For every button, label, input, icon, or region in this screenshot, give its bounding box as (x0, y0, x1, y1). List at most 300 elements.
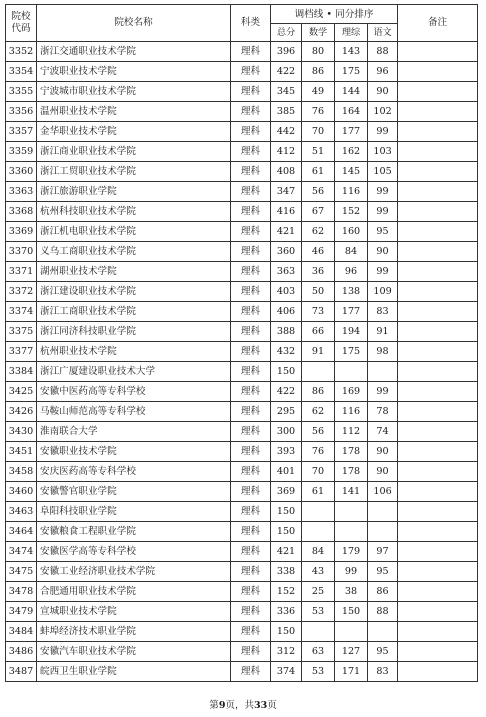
cell-subject: 理科 (231, 482, 271, 502)
cell-name: 浙江旅游职业学院 (37, 182, 231, 202)
cell-remark (398, 282, 478, 302)
cell-subject: 理科 (231, 302, 271, 322)
cell-code: 3372 (6, 282, 37, 302)
cell-total: 150 (271, 522, 302, 542)
cell-code: 3486 (6, 642, 37, 662)
cell-code: 3458 (6, 462, 37, 482)
cell-name: 马鞍山师范高等专科学校 (37, 402, 231, 422)
cell-remark (398, 162, 478, 182)
table-row (6, 522, 478, 542)
cell-math: 56 (302, 422, 335, 442)
cell-total: 422 (271, 382, 302, 402)
cell-code: 3487 (6, 662, 37, 682)
cell-total: 432 (271, 342, 302, 362)
cell-science: 138 (335, 282, 368, 302)
cell-total: 295 (271, 402, 302, 422)
cell-math: 50 (302, 282, 335, 302)
cell-subject: 理科 (231, 162, 271, 182)
cell-total: 336 (271, 602, 302, 622)
cell-code: 3354 (6, 62, 37, 82)
cell-name: 阜阳科技职业学院 (37, 502, 231, 522)
cell-chinese: 91 (368, 322, 398, 342)
table-row (6, 302, 478, 322)
cell-code: 3359 (6, 142, 37, 162)
cell-subject: 理科 (231, 322, 271, 342)
cell-total: 388 (271, 322, 302, 342)
cell-code: 3430 (6, 422, 37, 442)
cell-name: 浙江同济科技职业学院 (37, 322, 231, 342)
cell-remark (398, 242, 478, 262)
cell-chinese (368, 622, 398, 642)
cell-name: 宁波职业技术学院 (37, 62, 231, 82)
header-name: 院校名称 (37, 5, 231, 42)
admission-score-table (5, 4, 478, 682)
cell-science: 194 (335, 322, 368, 342)
cell-remark (398, 222, 478, 242)
table-row (6, 162, 478, 182)
cell-science: 127 (335, 642, 368, 662)
cell-math: 56 (302, 182, 335, 202)
cell-name: 金华职业技术学院 (37, 122, 231, 142)
cell-science: 179 (335, 542, 368, 562)
table-row (6, 422, 478, 442)
cell-name: 合肥通用职业技术学院 (37, 582, 231, 602)
cell-remark (398, 642, 478, 662)
cell-math: 76 (302, 442, 335, 462)
cell-code: 3479 (6, 602, 37, 622)
cell-science: 175 (335, 342, 368, 362)
cell-remark (398, 342, 478, 362)
cell-remark (398, 462, 478, 482)
footer-total-pages: 33 (253, 700, 268, 711)
cell-chinese: 88 (368, 42, 398, 62)
cell-chinese: 99 (368, 202, 398, 222)
cell-science: 84 (335, 242, 368, 262)
footer-prefix: 第 (209, 700, 219, 711)
cell-chinese: 88 (368, 602, 398, 622)
cell-math: 63 (302, 642, 335, 662)
cell-subject: 理科 (231, 102, 271, 122)
cell-chinese: 83 (368, 302, 398, 322)
cell-remark (398, 322, 478, 342)
cell-name: 宣城职业技术学院 (37, 602, 231, 622)
cell-subject: 理科 (231, 582, 271, 602)
table-row (6, 482, 478, 502)
cell-subject: 理科 (231, 522, 271, 542)
cell-chinese: 99 (368, 182, 398, 202)
cell-code: 3384 (6, 362, 37, 382)
cell-code: 3369 (6, 222, 37, 242)
cell-name: 安徽医学高等专科学校 (37, 542, 231, 562)
cell-total: 152 (271, 582, 302, 602)
table-body (6, 42, 478, 682)
cell-math: 51 (302, 142, 335, 162)
cell-science: 177 (335, 302, 368, 322)
cell-name: 浙江建设职业技术学院 (37, 282, 231, 302)
cell-remark (398, 422, 478, 442)
cell-math: 70 (302, 462, 335, 482)
table-row (6, 202, 478, 222)
table-row (6, 182, 478, 202)
cell-chinese: 95 (368, 562, 398, 582)
cell-total: 369 (271, 482, 302, 502)
cell-code: 3475 (6, 562, 37, 582)
cell-total: 396 (271, 42, 302, 62)
cell-name: 宁波城市职业技术学院 (37, 82, 231, 102)
cell-name: 浙江工商职业技术学院 (37, 302, 231, 322)
cell-subject: 理科 (231, 642, 271, 662)
page-footer (0, 697, 486, 711)
footer-middle: 页，共 (225, 700, 254, 711)
cell-subject: 理科 (231, 462, 271, 482)
header-remark: 备注 (398, 5, 478, 42)
cell-remark (398, 362, 478, 382)
cell-code: 3377 (6, 342, 37, 362)
cell-science (335, 522, 368, 542)
cell-chinese (368, 362, 398, 382)
cell-remark (398, 402, 478, 422)
cell-name: 安徽中医药高等专科学校 (37, 382, 231, 402)
cell-code: 3460 (6, 482, 37, 502)
cell-science (335, 502, 368, 522)
cell-name: 浙江工贸职业技术学院 (37, 162, 231, 182)
cell-total: 403 (271, 282, 302, 302)
table-row (6, 642, 478, 662)
cell-remark (398, 562, 478, 582)
cell-science: 145 (335, 162, 368, 182)
cell-total: 150 (271, 502, 302, 522)
cell-remark (398, 122, 478, 142)
cell-code: 3356 (6, 102, 37, 122)
cell-remark (398, 502, 478, 522)
cell-chinese: 86 (368, 582, 398, 602)
header-code-line2: 代码 (11, 23, 31, 34)
cell-math: 46 (302, 242, 335, 262)
cell-science: 144 (335, 82, 368, 102)
cell-total: 385 (271, 102, 302, 122)
cell-math: 53 (302, 602, 335, 622)
table-row (6, 62, 478, 82)
cell-subject: 理科 (231, 402, 271, 422)
cell-subject: 理科 (231, 602, 271, 622)
cell-math: 91 (302, 342, 335, 362)
cell-chinese (368, 502, 398, 522)
cell-remark (398, 62, 478, 82)
cell-name: 湖州职业技术学院 (37, 262, 231, 282)
footer-page-number: 9 (218, 700, 226, 711)
cell-chinese: 97 (368, 542, 398, 562)
cell-code: 3370 (6, 242, 37, 262)
cell-name: 安徽汽车职业技术学院 (37, 642, 231, 662)
cell-math (302, 502, 335, 522)
cell-name: 温州职业技术学院 (37, 102, 231, 122)
cell-math: 53 (302, 662, 335, 682)
cell-subject: 理科 (231, 202, 271, 222)
cell-chinese: 90 (368, 442, 398, 462)
cell-subject: 理科 (231, 142, 271, 162)
table-row (6, 262, 478, 282)
cell-math: 76 (302, 102, 335, 122)
cell-science (335, 622, 368, 642)
cell-name: 蚌埠经济技术职业学院 (37, 622, 231, 642)
cell-total: 412 (271, 142, 302, 162)
cell-code: 3357 (6, 122, 37, 142)
cell-total: 442 (271, 122, 302, 142)
cell-total: 416 (271, 202, 302, 222)
cell-name: 杭州科技职业技术学院 (37, 202, 231, 222)
cell-chinese: 78 (368, 402, 398, 422)
cell-total: 312 (271, 642, 302, 662)
cell-name: 安徽职业技术学院 (37, 442, 231, 462)
cell-science: 160 (335, 222, 368, 242)
cell-total: 363 (271, 262, 302, 282)
cell-remark (398, 182, 478, 202)
table-row (6, 362, 478, 382)
cell-math: 73 (302, 302, 335, 322)
cell-remark (398, 302, 478, 322)
cell-name: 皖西卫生职业学院 (37, 662, 231, 682)
cell-chinese: 109 (368, 282, 398, 302)
cell-remark (398, 262, 478, 282)
cell-code: 3474 (6, 542, 37, 562)
cell-subject: 理科 (231, 362, 271, 382)
cell-remark (398, 82, 478, 102)
header-math: 数学 (302, 24, 335, 42)
cell-total: 347 (271, 182, 302, 202)
table-row (6, 382, 478, 402)
cell-math (302, 522, 335, 542)
cell-total: 360 (271, 242, 302, 262)
cell-subject: 理科 (231, 182, 271, 202)
cell-code: 3374 (6, 302, 37, 322)
cell-chinese: 95 (368, 222, 398, 242)
cell-subject: 理科 (231, 622, 271, 642)
cell-subject: 理科 (231, 62, 271, 82)
cell-remark (398, 202, 478, 222)
cell-science: 143 (335, 42, 368, 62)
cell-math: 84 (302, 542, 335, 562)
cell-remark (398, 42, 478, 62)
cell-math: 67 (302, 202, 335, 222)
table-row (6, 82, 478, 102)
cell-total: 421 (271, 222, 302, 242)
cell-chinese: 98 (368, 342, 398, 362)
cell-code: 3478 (6, 582, 37, 602)
cell-math: 70 (302, 122, 335, 142)
cell-code: 3463 (6, 502, 37, 522)
cell-total: 150 (271, 622, 302, 642)
cell-chinese: 83 (368, 662, 398, 682)
cell-name: 安徽工业经济职业技术学院 (37, 562, 231, 582)
cell-code: 3375 (6, 322, 37, 342)
cell-total: 150 (271, 362, 302, 382)
table-row (6, 502, 478, 522)
cell-science: 116 (335, 402, 368, 422)
table-row (6, 322, 478, 342)
cell-subject: 理科 (231, 82, 271, 102)
cell-chinese: 99 (368, 382, 398, 402)
table-row (6, 402, 478, 422)
cell-math (302, 362, 335, 382)
cell-code: 3464 (6, 522, 37, 542)
cell-science (335, 362, 368, 382)
cell-chinese: 105 (368, 162, 398, 182)
cell-code: 3371 (6, 262, 37, 282)
cell-subject: 理科 (231, 242, 271, 262)
cell-remark (398, 102, 478, 122)
cell-name: 淮南联合大学 (37, 422, 231, 442)
cell-code: 3484 (6, 622, 37, 642)
cell-science: 141 (335, 482, 368, 502)
cell-total: 401 (271, 462, 302, 482)
cell-chinese: 90 (368, 242, 398, 262)
cell-subject: 理科 (231, 42, 271, 62)
header-total: 总分 (271, 24, 302, 42)
table-row (6, 562, 478, 582)
header-row-1 (6, 5, 478, 24)
cell-subject: 理科 (231, 562, 271, 582)
table-row (6, 662, 478, 682)
cell-remark (398, 482, 478, 502)
cell-code: 3426 (6, 402, 37, 422)
cell-math: 61 (302, 482, 335, 502)
cell-remark (398, 382, 478, 402)
cell-total: 393 (271, 442, 302, 462)
cell-subject: 理科 (231, 122, 271, 142)
cell-science: 175 (335, 62, 368, 82)
cell-remark (398, 442, 478, 462)
cell-subject: 理科 (231, 542, 271, 562)
table-row (6, 582, 478, 602)
cell-total: 408 (271, 162, 302, 182)
cell-chinese: 90 (368, 82, 398, 102)
cell-total: 406 (271, 302, 302, 322)
cell-code: 3451 (6, 442, 37, 462)
cell-subject: 理科 (231, 422, 271, 442)
cell-math: 66 (302, 322, 335, 342)
cell-total: 374 (271, 662, 302, 682)
cell-math: 86 (302, 382, 335, 402)
table-row (6, 442, 478, 462)
cell-science: 112 (335, 422, 368, 442)
table-row (6, 42, 478, 62)
header-score-group: 调档线 • 同分排序 (271, 5, 398, 24)
cell-name: 浙江广厦建设职业技术大学 (37, 362, 231, 382)
footer-suffix: 页 (267, 700, 277, 711)
cell-code: 3360 (6, 162, 37, 182)
cell-subject: 理科 (231, 262, 271, 282)
cell-chinese: 96 (368, 62, 398, 82)
cell-remark (398, 542, 478, 562)
header-subject: 科类 (231, 5, 271, 42)
cell-code: 3425 (6, 382, 37, 402)
cell-chinese: 74 (368, 422, 398, 442)
cell-science: 162 (335, 142, 368, 162)
cell-math: 25 (302, 582, 335, 602)
cell-subject: 理科 (231, 502, 271, 522)
cell-math: 36 (302, 262, 335, 282)
cell-total: 421 (271, 542, 302, 562)
table-row (6, 242, 478, 262)
cell-science: 169 (335, 382, 368, 402)
cell-name: 安徽粮食工程职业学院 (37, 522, 231, 542)
cell-remark (398, 622, 478, 642)
cell-subject: 理科 (231, 282, 271, 302)
cell-subject: 理科 (231, 342, 271, 362)
table-row (6, 122, 478, 142)
cell-name: 浙江交通职业技术学院 (37, 42, 231, 62)
cell-total: 338 (271, 562, 302, 582)
cell-science: 177 (335, 122, 368, 142)
cell-name: 浙江机电职业技术学院 (37, 222, 231, 242)
table-row (6, 282, 478, 302)
cell-subject: 理科 (231, 662, 271, 682)
cell-math: 62 (302, 402, 335, 422)
cell-name: 杭州职业技术学院 (37, 342, 231, 362)
cell-chinese: 102 (368, 102, 398, 122)
cell-name: 安庆医药高等专科学校 (37, 462, 231, 482)
cell-science: 171 (335, 662, 368, 682)
cell-remark (398, 662, 478, 682)
cell-code: 3355 (6, 82, 37, 102)
cell-name: 安徽警官职业学院 (37, 482, 231, 502)
cell-science: 99 (335, 562, 368, 582)
table-row (6, 102, 478, 122)
cell-science: 38 (335, 582, 368, 602)
header-code (6, 5, 37, 42)
cell-remark (398, 142, 478, 162)
table-row (6, 542, 478, 562)
cell-subject: 理科 (231, 442, 271, 462)
cell-code: 3368 (6, 202, 37, 222)
cell-math: 86 (302, 62, 335, 82)
cell-math: 80 (302, 42, 335, 62)
table-row (6, 622, 478, 642)
cell-remark (398, 522, 478, 542)
cell-chinese: 95 (368, 642, 398, 662)
table-row (6, 142, 478, 162)
cell-math: 43 (302, 562, 335, 582)
cell-math: 62 (302, 222, 335, 242)
cell-chinese (368, 522, 398, 542)
table-row (6, 342, 478, 362)
cell-chinese: 106 (368, 482, 398, 502)
cell-total: 422 (271, 62, 302, 82)
cell-chinese: 99 (368, 262, 398, 282)
table-row (6, 222, 478, 242)
header-science: 理综 (335, 24, 368, 42)
cell-science: 164 (335, 102, 368, 122)
cell-science: 116 (335, 182, 368, 202)
cell-chinese: 90 (368, 462, 398, 482)
cell-science: 178 (335, 462, 368, 482)
header-code-line1: 院校 (11, 11, 31, 22)
cell-total: 345 (271, 82, 302, 102)
cell-science: 96 (335, 262, 368, 282)
cell-name: 义乌工商职业技术学院 (37, 242, 231, 262)
cell-total: 300 (271, 422, 302, 442)
cell-remark (398, 582, 478, 602)
cell-code: 3363 (6, 182, 37, 202)
cell-math: 61 (302, 162, 335, 182)
cell-name: 浙江商业职业技术学院 (37, 142, 231, 162)
cell-subject: 理科 (231, 382, 271, 402)
cell-science: 178 (335, 442, 368, 462)
header-chinese: 语文 (368, 24, 398, 42)
cell-science: 152 (335, 202, 368, 222)
cell-chinese: 99 (368, 122, 398, 142)
table-row (6, 602, 478, 622)
